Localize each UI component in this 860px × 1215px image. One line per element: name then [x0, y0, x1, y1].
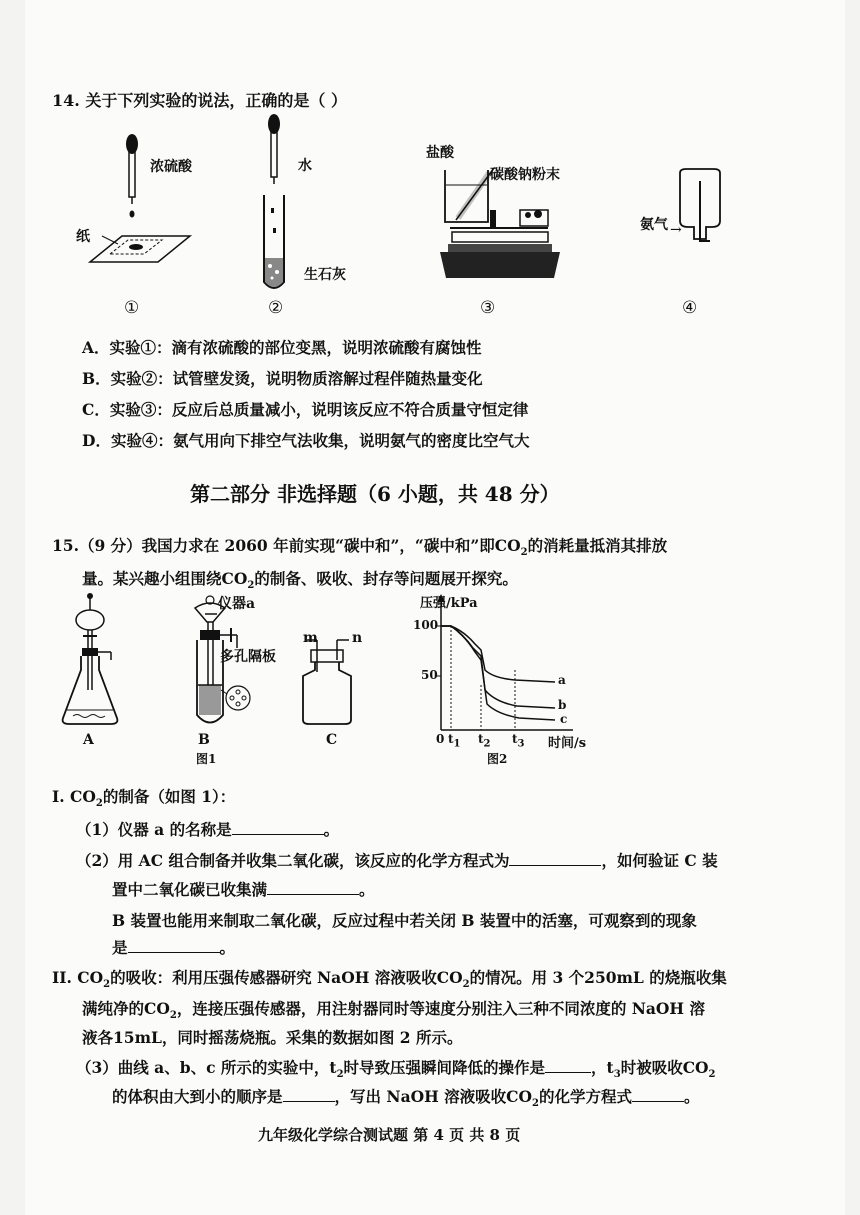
acid-drop-icon — [130, 211, 135, 218]
label-ammonia: 氨气 — [640, 217, 668, 233]
apparatus-c-icon — [303, 640, 351, 724]
option-b: B．实验②：试管壁发烫，说明物质溶解过程伴随热量变化 — [82, 369, 483, 388]
option-d: D．实验④：氨气用向下排空气法收集，说明氨气的密度比空气大 — [82, 431, 530, 450]
figure-2-caption: 图2 — [487, 752, 508, 766]
fig2-curve-c-label: c — [560, 712, 568, 726]
fig2-tick-t2: $t_2$ — [478, 732, 491, 750]
section-title: 第二部分 非选择题（6 小题，共 48 分） — [190, 482, 560, 506]
question-2-line4: 是 。 — [112, 938, 236, 957]
question-2-line3: B 装置也能用来制取二氧化碳，反应过程中若关闭 B 装置中的活塞，可观察到的现象 — [112, 911, 697, 930]
q15-intro-line1: 15.（9 分）我国力求在 2060 年前实现“碳中和”，“碳中和”即$CO_2$的消耗量抵消其排放 — [52, 536, 668, 559]
option-c: C．实验③：反应后总质量减小，说明该反应不符合质量守恒定律 — [82, 400, 529, 419]
page-footer: 九年级化学综合测试题 第 4 页 共 8 页 — [258, 1126, 521, 1144]
q14-stem: 14. 关于下列实验的说法，正确的是（ ） — [52, 91, 347, 110]
gas-flow-arrow-icon: → — [670, 222, 682, 238]
label-apparatus-c: C — [326, 732, 338, 748]
fig2-tick-t3: $t_3$ — [512, 732, 525, 750]
balance-beam-icon — [452, 232, 548, 242]
figure-number-1: ① — [124, 298, 140, 318]
answer-blank[interactable] — [509, 851, 601, 866]
question-2-line2: 置中二氧化碳已收集满 。 — [112, 880, 375, 899]
fig2-curve-a-label: a — [558, 673, 566, 687]
fig2-curve-b-label: b — [558, 698, 567, 712]
part2-line1: II. $CO_2$的吸收：利用压强传感器研究 NaOH 溶液吸收$CO_2$的情况。用 3 个250mL 的烧瓶收集 — [52, 968, 727, 991]
label-quicklime: 生石灰 — [304, 267, 346, 283]
label-concentrated-acid: 浓硫酸 — [150, 159, 192, 175]
dropper-bulb-icon — [268, 114, 280, 134]
option-a: A．实验①：滴有浓硫酸的部位变黑，说明浓硫酸有腐蚀性 — [82, 338, 482, 357]
label-port-n: n — [352, 630, 363, 646]
label-porous-plate: 多孔隔板 — [220, 649, 276, 665]
dropper-tube-icon — [129, 152, 135, 197]
apparatus-a-icon — [63, 593, 118, 724]
beaker-icon — [445, 170, 488, 222]
inlet-tube-icon — [700, 181, 710, 241]
label-hydrochloric-acid: 盐酸 — [426, 145, 454, 161]
fig2-x-label: 时间/s — [548, 736, 587, 751]
label-port-m: m — [303, 630, 318, 646]
label-sodium-carbonate: 碳酸钠粉末 — [490, 167, 560, 183]
label-paper: 纸 — [76, 229, 90, 245]
curve-a — [441, 626, 555, 682]
question-2-line1: （2）用 AC 组合制备并收集二氧化碳，该反应的化学方程式为 ，如何验证 C 装 — [76, 851, 718, 870]
figure-number-4: ④ — [682, 298, 698, 318]
answer-blank[interactable] — [545, 1058, 591, 1073]
answer-blank[interactable] — [283, 1087, 335, 1102]
fig2-tick-t1: $t_1$ — [448, 732, 461, 750]
fig2-origin: 0 — [436, 732, 445, 746]
q14-figure-4 — [670, 165, 730, 255]
weights-icon — [520, 210, 548, 226]
label-water: 水 — [298, 158, 312, 174]
part2-line3: 液各15mL，同时摇荡烧瓶。采集的数据如图 2 所示。 — [82, 1028, 463, 1047]
question-1: （1）仪器 a 的名称是 。 — [76, 820, 340, 839]
curve-c — [441, 626, 555, 720]
label-instrument-a: 仪器a — [218, 596, 256, 612]
q14-figure-3 — [430, 140, 570, 290]
answer-blank[interactable] — [267, 880, 359, 895]
quicklime-icon — [265, 258, 283, 287]
figure-number-2: ② — [268, 298, 284, 318]
answer-blank[interactable] — [128, 938, 220, 953]
q15-intro-line2: 量。某兴趣小组围绕$CO_2$的制备、吸收、封存等问题展开探究。 — [82, 569, 518, 592]
figure-1-caption: 图1 — [196, 752, 217, 766]
question-3-line1: （3）曲线 a、b、c 所示的实验中，$t_2$时导致压强瞬间降低的操作是 ，$t_3$时被吸收$CO_2$ — [76, 1058, 716, 1081]
figure-number-3: ③ — [480, 298, 496, 318]
label-apparatus-b: B — [198, 732, 210, 748]
answer-blank[interactable] — [632, 1087, 684, 1102]
part2-line2: 满纯净的$CO_2$，连接压强传感器，用注射器同时等速度分别注入三种不同浓度的 NaOH 溶 — [82, 999, 705, 1022]
q14-figure-1 — [80, 130, 210, 280]
answer-blank[interactable] — [232, 820, 324, 835]
label-apparatus-a: A — [83, 732, 94, 748]
blackened-spot-icon — [129, 244, 143, 250]
curve-b — [441, 626, 555, 708]
dropper-tube-icon — [271, 132, 277, 177]
part1-title: I. $CO_2$的制备（如图 1）： — [52, 787, 236, 810]
fig2-y-label: 压强/kPa — [420, 596, 478, 611]
fig2-tick-100: 100 — [413, 618, 439, 632]
dropper-bulb-icon — [126, 134, 138, 154]
question-3-line2: 的体积由大到小的顺序是 ，写出 NaOH 溶液吸收$CO_2$的化学方程式 。 — [112, 1087, 700, 1110]
fig2-tick-50: 50 — [421, 668, 438, 682]
balance-base-icon — [440, 252, 560, 278]
